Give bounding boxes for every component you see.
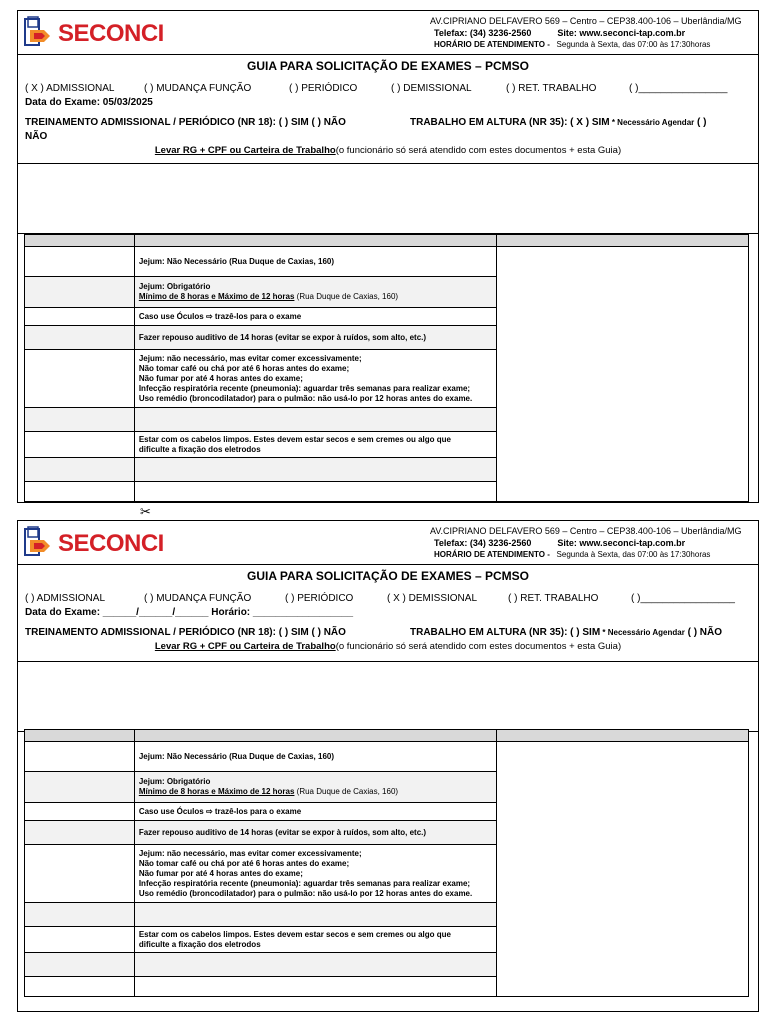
option-periodico[interactable]: ( ) PERIÓDICO: [285, 593, 354, 604]
option-admissional[interactable]: ( X ) ADMISSIONAL: [25, 83, 115, 94]
form-header: [18, 11, 758, 55]
table-row: Jejum: Não Necessário (Rua Duque de Caxias, 160): [25, 247, 749, 277]
table-row: Jejum: Obrigatório Mínimo de 8 horas e Máximo de 12 horas (Rua Duque de Caxias, 160): [25, 772, 749, 803]
scissors-icon: ✂: [140, 504, 151, 519]
option-ret-trabalho[interactable]: ( ) RET. TRABALHO: [508, 593, 599, 604]
treinamento-nr18[interactable]: TREINAMENTO ADMISSIONAL / PERIÓDICO (NR 18): ( ) SIM ( ) NÃO: [25, 627, 346, 638]
hours-label: HORÁRIO DE ATENDIMENTO -: [434, 550, 550, 559]
exam-type-options: [18, 593, 758, 607]
table-row: Jejum: Não Necessário (Rua Duque de Caxias, 160): [25, 742, 749, 772]
exam-type-options: [18, 83, 758, 97]
blank-area: [17, 163, 759, 234]
table-row: Fazer repouso auditivo de 14 horas (evitar se expor à ruídos, som alto, etc.): [25, 326, 749, 350]
table-row: Estar com os cabelos limpos. Estes devem estar secos e sem cremes ou algo que dificulte a fixação dos eletrodos: [25, 432, 749, 458]
option-other[interactable]: ( )________________: [629, 83, 728, 94]
table-header-row: [25, 730, 749, 742]
exam-instructions-table: [24, 234, 749, 502]
table-row: Caso use Óculos ⇨ trazê-los para o exame: [25, 803, 749, 821]
exam-instructions-table: [24, 729, 749, 997]
option-mudanca-funcao[interactable]: ( ) MUDANÇA FUNÇÃO: [144, 83, 252, 94]
training-line: [18, 117, 758, 131]
address: AV.CIPRIANO DELFAVERO 569 – Centro – CEP38.400-106 – Uberlândia/MG: [430, 526, 742, 536]
treinamento-nr18[interactable]: TREINAMENTO ADMISSIONAL / PERIÓDICO (NR 18): ( ) SIM ( ) NÃO: [25, 117, 346, 128]
contact-info: [430, 15, 742, 51]
form-header: [18, 521, 758, 565]
exam-date: Data do Exame: ______/______/______ Horário: __________________: [25, 607, 354, 618]
exam-date: Data do Exame: 05/03/2025: [25, 97, 153, 108]
nao-wrap: NÃO: [25, 131, 48, 142]
documents-note: Levar RG + CPF ou Carteira de Trabalho(o funcionário só será atendido com estes documentos + esta Guia): [154, 641, 622, 652]
telefax: Telefax: (34) 3236-2560: [434, 28, 532, 38]
option-admissional[interactable]: ( ) ADMISSIONAL: [25, 593, 106, 604]
form-title: GUIA PARA SOLICITAÇÃO DE EXAMES – PCMSO: [246, 569, 530, 583]
table-row: Fazer repouso auditivo de 14 horas (evitar se expor à ruídos, som alto, etc.): [25, 821, 749, 845]
training-line: [18, 627, 758, 641]
trabalho-altura-nr35[interactable]: TRABALHO EM ALTURA (NR 35): ( ) SIM * Necessário Agendar ( ) NÃO: [410, 627, 723, 638]
option-other[interactable]: ( )_________________: [631, 593, 735, 604]
logo-text: SECONCI: [58, 530, 164, 557]
table-header-row: [25, 235, 749, 247]
hours: Segunda à Sexta, das 07:00 às 17:30horas: [556, 40, 711, 49]
telefax: Telefax: (34) 3236-2560: [434, 538, 532, 548]
contact-info: [430, 525, 742, 561]
option-demissional[interactable]: ( X ) DEMISSIONAL: [387, 593, 478, 604]
seconci-logo-icon: [24, 16, 56, 48]
hours-label: HORÁRIO DE ATENDIMENTO -: [434, 40, 550, 49]
trabalho-altura-nr35[interactable]: TRABALHO EM ALTURA (NR 35): ( X ) SIM * Necessário Agendar ( ): [410, 117, 707, 128]
seconci-logo: [24, 14, 164, 52]
site: Site: www.seconci-tap.com.br: [557, 28, 686, 38]
table-row: Jejum: não necessário, mas evitar comer excessivamente; Não tomar café ou chá por até 6 horas antes do exame; Não fumar por até 4 horas antes do exame; Infecção respiratória recente (pneumonia): aguardar três semanas para realizar exame; Uso remédio (broncodilatador) para o pulmão: não usá-lo por 12 horas antes do exame.: [25, 845, 749, 903]
blank-area: [17, 661, 759, 732]
table-row: Estar com os cabelos limpos. Estes devem estar secos e sem cremes ou algo que dificulte a fixação dos eletrodos: [25, 927, 749, 953]
exam-request-form-1: [17, 10, 759, 503]
option-demissional[interactable]: ( ) DEMISSIONAL: [391, 83, 472, 94]
hours: Segunda à Sexta, das 07:00 às 17:30horas: [556, 550, 711, 559]
exam-request-form-2: [17, 520, 759, 1012]
table-row: Jejum: Obrigatório Mínimo de 8 horas e Máximo de 12 horas (Rua Duque de Caxias, 160): [25, 277, 749, 308]
logo-text: SECONCI: [58, 20, 164, 47]
address: AV.CIPRIANO DELFAVERO 569 – Centro – CEP38.400-106 – Uberlândia/MG: [430, 16, 742, 26]
seconci-logo: [24, 524, 164, 562]
option-periodico[interactable]: ( ) PERIÓDICO: [289, 83, 358, 94]
option-mudanca-funcao[interactable]: ( ) MUDANÇA FUNÇÃO: [144, 593, 252, 604]
option-ret-trabalho[interactable]: ( ) RET. TRABALHO: [506, 83, 597, 94]
table-row: Jejum: não necessário, mas evitar comer excessivamente; Não tomar café ou chá por até 6 horas antes do exame; Não fumar por até 4 horas antes do exame; Infecção respiratória recente (pneumonia): aguardar três semanas para realizar exame; Uso remédio (broncodilatador) para o pulmão: não usá-lo por 12 horas antes do exame.: [25, 350, 749, 408]
form-title: GUIA PARA SOLICITAÇÃO DE EXAMES – PCMSO: [246, 59, 530, 73]
table-row: Caso use Óculos ⇨ trazê-los para o exame: [25, 308, 749, 326]
seconci-logo-icon: [24, 526, 56, 558]
site: Site: www.seconci-tap.com.br: [557, 538, 686, 548]
documents-note: Levar RG + CPF ou Carteira de Trabalho(o funcionário só será atendido com estes documentos + esta Guia): [154, 145, 622, 156]
